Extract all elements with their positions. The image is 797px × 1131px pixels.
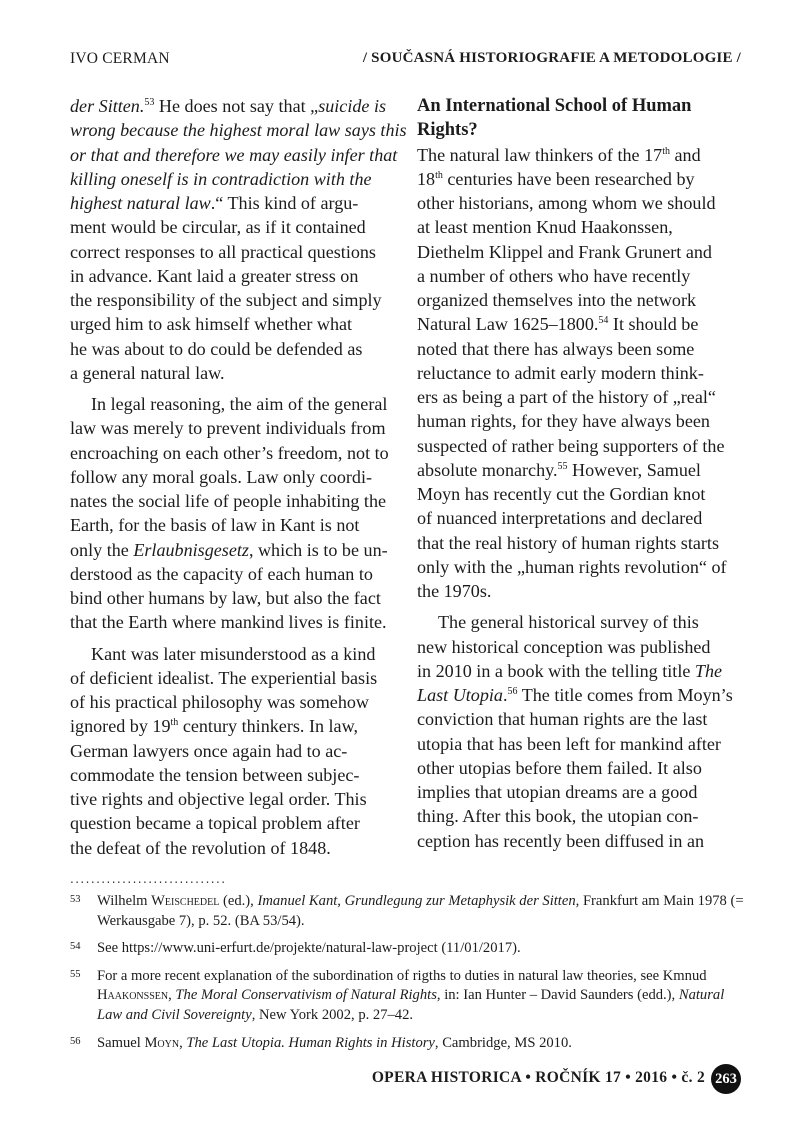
italic-text: or that and therefore we may easily infer that <box>70 144 398 165</box>
text-line: that the real history of human rights starts <box>417 532 720 553</box>
text-span: Wilhelm <box>97 893 152 909</box>
text-line: other historians, among whom we should <box>417 193 716 213</box>
text-line: thing. After this book, the utopian con- <box>417 806 699 827</box>
text-span: , New York 2002, p. 27–42. <box>251 1006 414 1023</box>
text-span: ignored by 19 <box>70 716 171 737</box>
text-line <box>70 167 397 191</box>
footnote-number: 54 <box>70 941 81 953</box>
page-number-badge: 263 <box>711 1064 741 1094</box>
text-line: tive rights and objective legal order. This <box>70 789 367 809</box>
journal-footer: OPERA HISTORICA • ROČNÍK 17 • 2016 • č. 2 <box>371 1069 705 1086</box>
text-line <box>70 143 397 167</box>
footnotes <box>70 892 750 1061</box>
footnote-number: 56 <box>70 1035 81 1047</box>
text-span: , Cambridge, MS 2010. <box>434 1034 572 1051</box>
text-line: noted that there has always been some <box>417 338 695 359</box>
section-heading: Rights? <box>417 120 478 141</box>
text-line: Diethelm Klippel and Frank Grunert and <box>417 241 712 262</box>
text-span: 18 <box>417 168 436 189</box>
footnote-ref[interactable]: 55 <box>557 460 568 472</box>
footnote-text <box>97 892 750 931</box>
text-line: conviction that human rights are the last <box>417 709 708 730</box>
text-span: , which is to be un- <box>248 539 388 560</box>
text-line: of nuanced interpretations and declared <box>417 508 703 529</box>
text-line: a number of others who have recently <box>417 265 691 286</box>
text-line <box>70 191 397 215</box>
text-line: question became a topical problem after <box>70 813 360 834</box>
text-span: Samuel <box>97 1034 145 1051</box>
italic-text: Last Utopia <box>417 685 503 705</box>
text-line: ment would be circular, as if it contained <box>70 217 366 238</box>
text-line: Earth, for the basis of law in Kant is not <box>70 515 360 536</box>
text-span: Natural Law 1625–1800. <box>417 314 599 335</box>
text-span: century thinkers. In law, <box>178 716 359 737</box>
text-line: organized themselves into the network <box>417 290 697 310</box>
text-line <box>417 167 744 191</box>
text-line <box>70 94 397 118</box>
text-span: . <box>502 685 508 705</box>
italic-title: Imanuel Kant, Grundlegung zur Metaphysik der Sitten, <box>257 893 580 909</box>
text-line: reluctance to admit early modern think- <box>417 362 704 383</box>
footnote-text[interactable]: See https://www.uni-erfurt.de/projekte/natural-law-project (11/01/2017). <box>97 940 521 957</box>
text-line: nates the social life of people inhabiting the <box>70 491 387 511</box>
running-header-section: / SOUČASNÁ HISTORIOGRAFIE A METODOLOGIE / <box>362 50 741 66</box>
italic-text: suicide is <box>318 96 387 116</box>
text-line: utopia that has been left for mankind after <box>417 733 721 754</box>
text-span: The title comes from Moyn’s <box>517 685 733 705</box>
text-line: commodate the tension between subjec- <box>70 764 360 785</box>
author-name: Weischedel <box>151 893 220 909</box>
text-line: human rights, for they have always been <box>417 411 710 432</box>
text-line <box>70 538 397 562</box>
running-header-author: IVO CERMAN <box>70 50 170 67</box>
italic-text: highest natural law <box>70 193 211 213</box>
text-line: new historical conception was published <box>417 636 711 657</box>
text-line <box>70 118 407 142</box>
text-line: of deficient idealist. The experiential basis <box>70 667 378 688</box>
right-column <box>417 94 744 853</box>
text-line: In legal reasoning, the aim of the general <box>91 394 388 414</box>
text-span: , <box>179 1034 187 1051</box>
footnote-ref[interactable]: 53 <box>144 97 155 108</box>
text-line: law was merely to prevent individuals from <box>70 418 386 439</box>
text-line: in advance. Kant laid a greater stress on <box>70 265 359 286</box>
text-line <box>417 683 744 707</box>
footnote-separator: .............................. <box>70 872 227 886</box>
text-span: He does not say that „ <box>154 96 319 116</box>
superscript: th <box>170 717 179 729</box>
text-span: , in: Ian Hunter – David Saunders (edd.), <box>436 987 679 1004</box>
text-line: encroaching on each other’s freedom, not to <box>70 442 389 463</box>
text-line <box>417 458 744 482</box>
text-line: he was about to do could be defended as <box>70 338 363 359</box>
footnote-56 <box>70 1034 750 1054</box>
text-line: German lawyers once again had to ac- <box>70 740 348 761</box>
text-line: that the Earth where mankind lives is finite. <box>70 612 387 633</box>
text-line <box>417 143 744 167</box>
footnote-53 <box>70 892 750 931</box>
text-line: ers as being a part of the history of „real“ <box>417 387 716 407</box>
footnote-55 <box>70 967 750 1026</box>
text-line: Kant was later misunderstood as a kind <box>91 643 376 664</box>
text-line: the 1970s. <box>417 581 492 601</box>
section-heading: An International School of Human <box>417 96 692 116</box>
text-line: a general natural law. <box>70 362 225 383</box>
footnote-number: 53 <box>70 894 81 905</box>
text-span: absolute monarchy. <box>417 459 558 480</box>
footnote-number: 55 <box>70 968 81 980</box>
text-line: the defeat of the revolution of 1848. <box>70 837 331 858</box>
text-span: However, Samuel <box>567 459 701 480</box>
text-span: It should be <box>608 314 699 335</box>
footnote-ref[interactable]: 56 <box>507 686 518 697</box>
text-span: in 2010 in a book with the telling title <box>417 660 691 681</box>
text-span: , <box>168 987 176 1004</box>
text-line: derstood as the capacity of each human to <box>70 563 373 584</box>
italic-text: der Sitten. <box>70 96 145 116</box>
footnote-54 <box>70 939 750 959</box>
italic-text: Erlaubnisgesetz <box>133 539 249 560</box>
italic-title: The Last Utopia. Human Rights in History <box>186 1034 435 1051</box>
text-line: follow any moral goals. Law only coordi- <box>70 466 372 487</box>
text-line: urged him to ask himself whether what <box>70 314 353 335</box>
author-name: Haakonssen <box>97 987 169 1004</box>
footnote-ref[interactable]: 54 <box>598 315 609 327</box>
text-span: For a more recent explanation of the subordination of rigths to duties in natural law theories, see Kmnud <box>97 967 707 984</box>
text-line: implies that utopian dreams are a good <box>417 782 698 802</box>
text-span: The natural law thinkers of the 17 <box>417 144 663 165</box>
text-line: bind other humans by law, but also the fact <box>70 588 381 608</box>
text-line: Moyn has recently cut the Gordian knot <box>417 484 706 504</box>
text-line: other utopias before them failed. It also <box>417 757 702 778</box>
superscript: th <box>662 145 670 157</box>
italic-text: wrong because the highest moral law says this <box>70 120 407 141</box>
text-line: suspected of rather being supporters of the <box>417 435 725 456</box>
text-span: (ed.), <box>219 893 258 909</box>
text-line: the responsibility of the subject and simply <box>70 290 382 310</box>
text-span: Frankfurt am Main 1978 (= Werkausgabe 7), p. 52. (BA 53/54). <box>97 893 744 929</box>
footnote-text <box>97 1034 750 1054</box>
text-span: only the <box>70 539 134 560</box>
text-span: centuries have been researched by <box>442 168 695 189</box>
text-line <box>70 714 397 738</box>
author-name: Moyn <box>144 1034 180 1051</box>
italic-text: killing oneself is in contradiction with the <box>70 168 372 189</box>
text-line <box>417 659 744 683</box>
left-column <box>70 94 407 860</box>
footnote-text <box>97 967 750 1026</box>
text-span: and <box>669 144 701 165</box>
text-line <box>417 312 744 336</box>
text-line: ception has recently been diffused in an <box>417 830 705 851</box>
text-line: at least mention Knud Haakonssen, <box>417 217 673 238</box>
italic-text: The <box>694 660 723 681</box>
text-span: .“ This kind of argu- <box>210 193 359 213</box>
text-line: only with the „human rights revolution“ of <box>417 556 727 577</box>
superscript: th <box>435 169 443 181</box>
italic-title: Natural Law and Civil Sovereignty <box>97 987 725 1023</box>
italic-title: The Moral Conservativism of Natural Rights <box>175 987 437 1004</box>
text-line: of his practical philosophy was somehow <box>70 692 369 712</box>
text-line: The general historical survey of this <box>438 612 699 633</box>
text-line: correct responses to all practical questions <box>70 241 376 262</box>
